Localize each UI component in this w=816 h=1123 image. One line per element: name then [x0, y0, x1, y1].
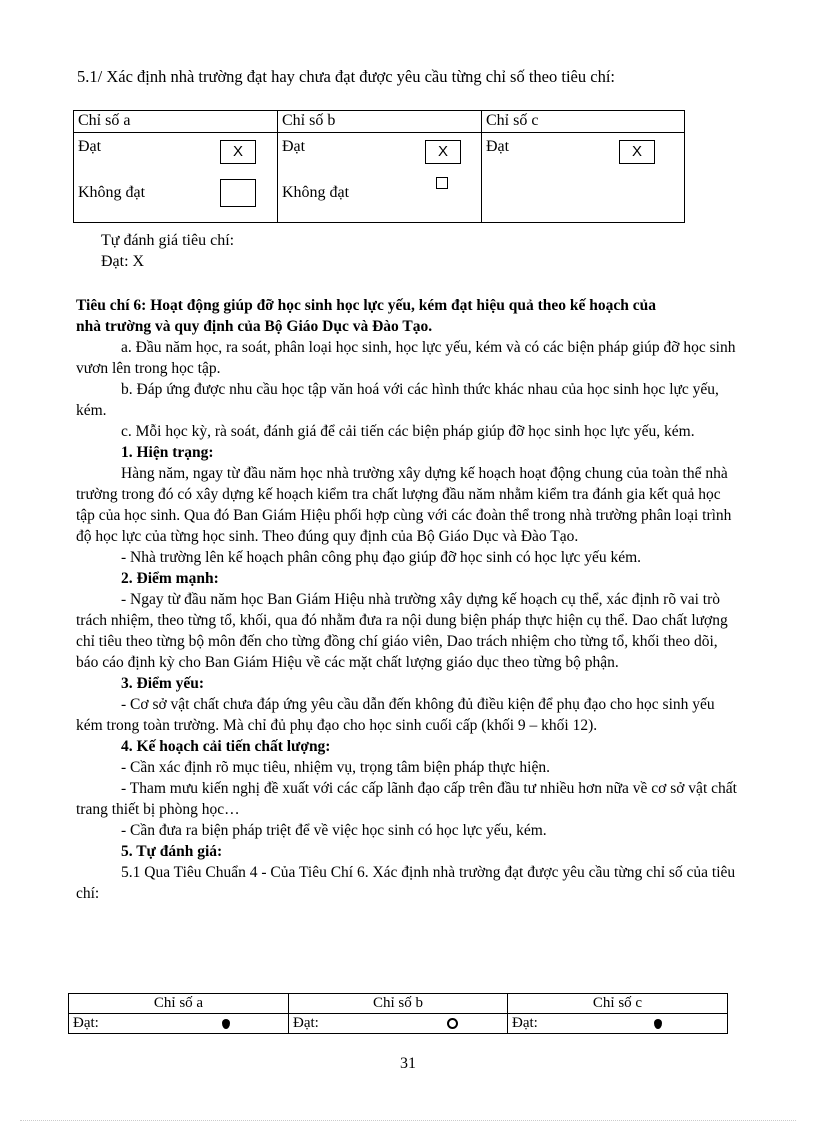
cell-index-a: [69, 1014, 289, 1034]
header-index-c: Chỉ số c: [482, 111, 685, 133]
cell-index-a: [74, 133, 278, 223]
section-1-p2: - Nhà trường lên kế hoạch phân công phụ đạo giúp đỡ học sinh có học lực yếu kém.: [121, 549, 642, 566]
criterion-6-title: [76, 295, 738, 337]
header-index-a: Chỉ số a: [74, 111, 278, 133]
khong-dat-label: Không đạt: [282, 184, 350, 201]
self-eval-table: [68, 993, 728, 1034]
khong-dat-label: Không đạt: [78, 184, 146, 201]
section-1-p1: Hàng năm, ngay từ đầu năm học nhà trường xây dựng kế hoạch hoạt động chung của toàn thể nhà trường trong đó có xây dựng kế hoạch kiểm tra chất lượng đầu năm nhằm kiểm tra đánh gia kết quả học tập của học sinh. Qua đó Ban Giám Hiệu phối hợp cùng với các đoàn thể trong nhà trường phân loại trình độ học lực của từng học sinh. Theo đúng quy định của Bộ Giáo Dục và Đào Tạo.: [76, 465, 732, 545]
dat-label: Đạt:: [73, 1015, 99, 1031]
section-4-p3: - Cần đưa ra biện pháp triệt để về việc học sinh có học lực yếu, kém.: [121, 822, 547, 839]
khong-dat-checkbox-a[interactable]: [220, 179, 256, 207]
cell-index-c: [482, 133, 685, 223]
section-heading-2: 2. Điểm mạnh:: [121, 570, 219, 587]
section-heading-3: 3. Điểm yếu:: [121, 675, 205, 692]
khong-dat-checkbox-b[interactable]: [436, 177, 448, 189]
section-4-p1: - Cần xác định rõ mục tiêu, nhiệm vụ, trọng tâm biện pháp thực hiện.: [121, 759, 550, 776]
cell-index-c: [508, 1014, 728, 1034]
cell-index-b: [289, 1014, 508, 1034]
criterion-item-b: b. Đáp ứng được nhu cầu học tập văn hoá với các hình thức khác nhau của học sinh học lực yếu, kém.: [76, 381, 719, 419]
header-index-a: Chỉ số a: [69, 994, 289, 1014]
criterion-6-items: [76, 337, 738, 904]
dat-label: Đạt: [78, 138, 102, 155]
section-heading-5: 5. Tự đánh giá:: [121, 843, 223, 860]
cell-index-b: [278, 133, 482, 223]
criteria-index-table: [73, 110, 685, 223]
header-index-c: Chỉ số c: [508, 994, 728, 1014]
dat-label: Đạt: [486, 138, 510, 155]
criterion-item-c: c. Mỗi học kỳ, rà soát, đánh giá để cải tiến các biện pháp giúp đỡ học sinh học lực yếu, kém.: [121, 423, 695, 440]
header-index-b: Chỉ số b: [278, 111, 482, 133]
section-3-p1: - Cơ sở vật chất chưa đáp ứng yêu cầu dẫn đến không đủ điều kiện để phụ đạo cho học sinh yếu kém trong toàn trường. Mà chỉ đủ phụ đạo cho học sinh cuối cấp (khối 9 – khối 12).: [76, 696, 715, 734]
dat-label: Đạt:: [512, 1015, 538, 1031]
dat-label: Đạt: [282, 138, 306, 155]
dat-checkbox-b[interactable]: X: [425, 140, 461, 164]
page-divider: [20, 1120, 796, 1121]
section-heading-1: 1. Hiện trạng:: [121, 444, 214, 461]
criterion-item-a: a. Đầu năm học, ra soát, phân loại học sinh, học lực yếu, kém và có các biện pháp giúp đỡ học sinh vươn lên trong học tập.: [76, 339, 736, 377]
self-eval-label: Tự đánh giá tiêu chí:: [101, 232, 235, 249]
dat-checkbox-c[interactable]: X: [619, 140, 655, 164]
section-2-p1: - Ngay từ đầu năm học Ban Giám Hiệu nhà trường xây dựng kế hoạch cụ thể, xác định rõ vai trò trách nhiệm, theo từng tổ, khối, qua đó nhằm đưa ra nội dung biện pháp thực hiện cụ thể. Dao chất lượng chỉ tiêu theo từng bộ môn đến cho từng đồng chí giáo viên, Dao trách nhiệm cho từng tổ, khối theo dõi, báo cáo định kỳ cho Ban Giám Hiệu về các mặt chất lượng giáo dục theo từng bộ phận.: [76, 591, 728, 671]
filled-bullet-icon: [222, 1019, 230, 1029]
ring-bullet-icon: [447, 1018, 458, 1029]
dat-label: Đạt:: [293, 1015, 319, 1031]
criterion-6-title-line2: nhà trường và quy định của Bộ Giáo Dục và Đào Tạo.: [76, 318, 433, 335]
section-heading-4: 4. Kế hoạch cải tiến chất lượng:: [121, 738, 331, 755]
section-title: 5.1/ Xác định nhà trường đạt hay chưa đạt được yêu cầu từng chỉ số theo tiêu chí:: [77, 67, 615, 86]
self-eval-result: Đạt: X: [101, 253, 145, 270]
section-4-p2: - Tham mưu kiến nghị đề xuất với các cấp lãnh đạo cấp trên đầu tư nhiều hơn nữa về cơ sở vật chất trang thiết bị phòng học…: [76, 780, 737, 818]
page-number: 31: [400, 1055, 416, 1072]
header-index-b: Chỉ số b: [289, 994, 508, 1014]
section-5-p1: 5.1 Qua Tiêu Chuẩn 4 - Của Tiêu Chí 6. Xác định nhà trường đạt được yêu cầu từng chỉ số của tiêu chí:: [76, 864, 736, 902]
criterion-6-title-line1: Tiêu chí 6: Hoạt động giúp đỡ học sinh học lực yếu, kém đạt hiệu quả theo kế hoạch của: [76, 297, 657, 314]
filled-bullet-icon: [654, 1019, 662, 1029]
dat-checkbox-a[interactable]: X: [220, 140, 256, 164]
